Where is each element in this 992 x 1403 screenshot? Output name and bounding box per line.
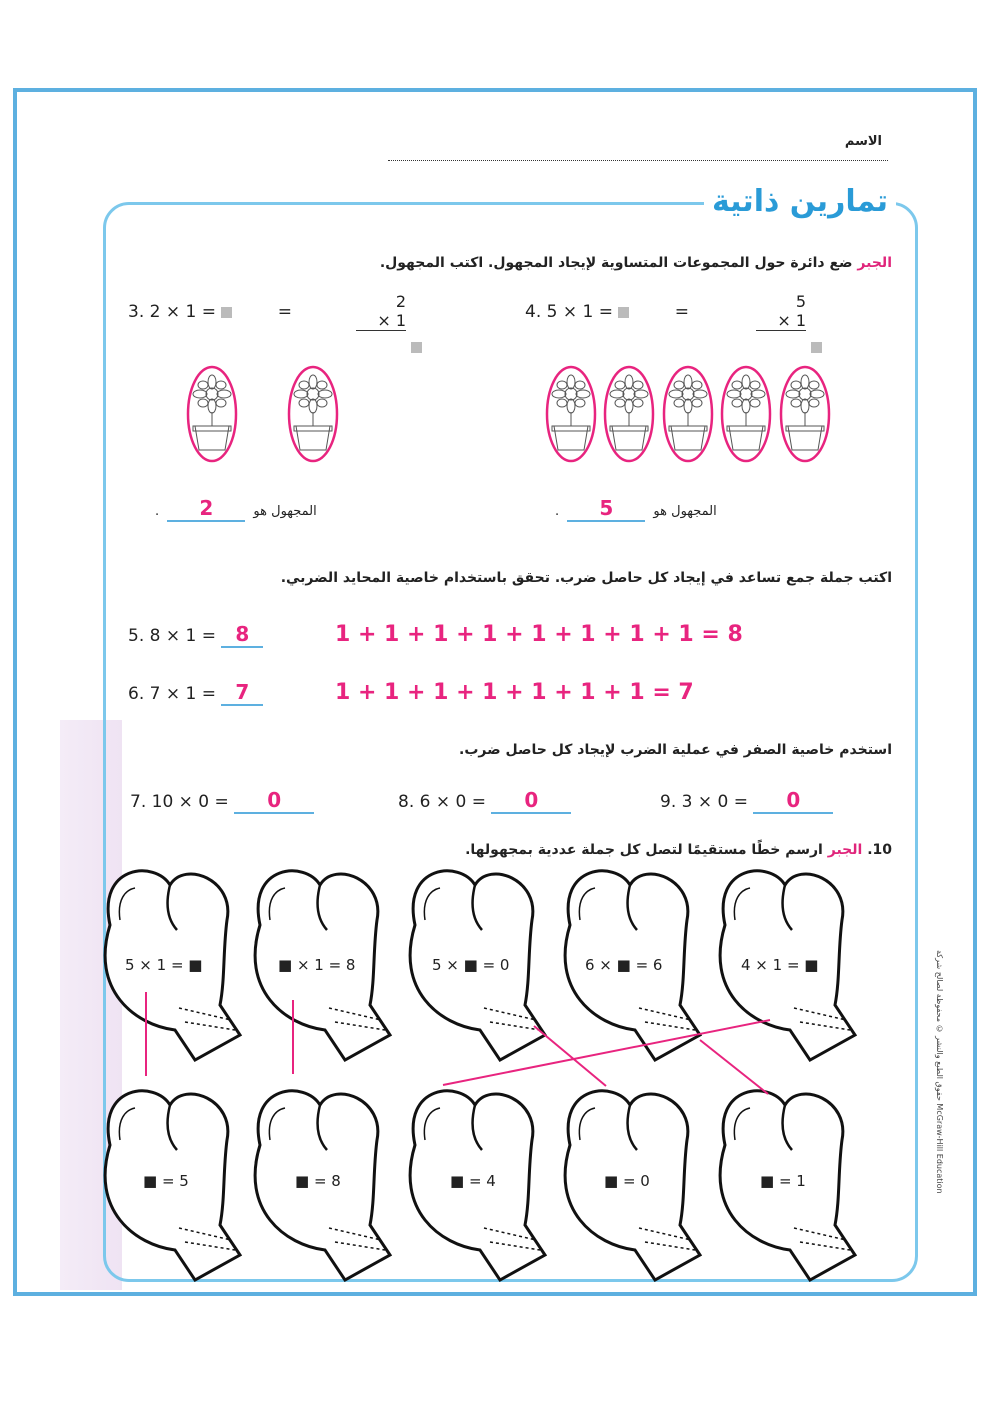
copyright-note: حقوق الطبع والنشر © محفوظة لصالح شركة McGraw-Hill Education [935, 950, 944, 1194]
mitt-bottom-1[interactable]: ■ = 5 [143, 1172, 189, 1190]
algebra-tag: الجبر [857, 255, 892, 271]
p9-answer: 0 [786, 788, 801, 812]
mitt-bottom-2[interactable]: ■ = 8 [295, 1172, 341, 1190]
p4-mul: × 1 [756, 311, 806, 331]
p7-expression: 7. 10 × 0 = [130, 792, 229, 812]
p9-expression: 9. 3 × 0 = [660, 792, 748, 812]
p6-expression: 6. 7 × 1 = [128, 684, 216, 704]
sec2-instruction: اكتب جملة جمع تساعد في إيجاد كل حاصل ضرب. تحقق باستخدام خاصية المحايد الضربي. [280, 570, 892, 586]
p4-answer: 5 [599, 496, 614, 520]
page-title: تمارين ذاتية [704, 184, 896, 219]
mitt-top-2[interactable]: ■ × 1 = 8 [278, 956, 356, 974]
p6-addition-sentence: 1 + 1 + 1 + 1 + 1 + 1 + 1 = 7 [335, 680, 694, 705]
algebra-tag: الجبر [827, 842, 863, 858]
period: . [555, 504, 560, 519]
mitt-bottom-3[interactable]: ■ = 4 [450, 1172, 496, 1190]
mitt-top-3[interactable]: 5 × ■ = 0 [432, 956, 510, 974]
mitt-top-1[interactable]: 5 × 1 = ■ [125, 956, 203, 974]
p4-top: 5 [795, 292, 806, 311]
name-label: الاسم [844, 134, 882, 149]
p3-answer: 2 [199, 496, 214, 520]
p6-answer: 7 [235, 680, 250, 704]
p4-expression: 4. 5 × 1 = [525, 302, 613, 322]
p4-equals: = [674, 302, 690, 322]
p5-answer: 8 [235, 622, 250, 646]
mitt-bottom-4[interactable]: ■ = 0 [604, 1172, 650, 1190]
p5-expression: 5. 8 × 1 = [128, 626, 216, 646]
sec4-text: ارسم خطًا مستقيمًا لتصل كل جملة عددية بمجهولها. [465, 842, 823, 858]
sec1-text: ضع دائرة حول المجموعات المتساوية لإيجاد المجهول. اكتب المجهول. [379, 255, 853, 271]
unknown-label: المجهول هو [253, 504, 317, 519]
mitt-top-5[interactable]: 4 × 1 = ■ [741, 956, 819, 974]
period: . [155, 504, 160, 519]
p10-number: 10. [867, 842, 892, 858]
p8-expression: 8. 6 × 0 = [398, 792, 486, 812]
sec3-instruction: استخدم خاصية الصفر في عملية الضرب لإيجاد كل حاصل ضرب. [459, 742, 892, 758]
p8-answer: 0 [524, 788, 539, 812]
p3-mul: × 1 [356, 311, 406, 331]
p5-addition-sentence: 1 + 1 + 1 + 1 + 1 + 1 + 1 + 1 = 8 [335, 622, 743, 647]
mitt-bottom-5[interactable]: ■ = 1 [760, 1172, 806, 1190]
p3-expression: 3. 2 × 1 = [128, 302, 216, 322]
mitt-top-4[interactable]: 6 × ■ = 6 [585, 956, 663, 974]
p3-equals: = [277, 302, 293, 322]
p3-top: 2 [395, 292, 406, 311]
unknown-label: المجهول هو [653, 504, 717, 519]
p7-answer: 0 [267, 788, 282, 812]
